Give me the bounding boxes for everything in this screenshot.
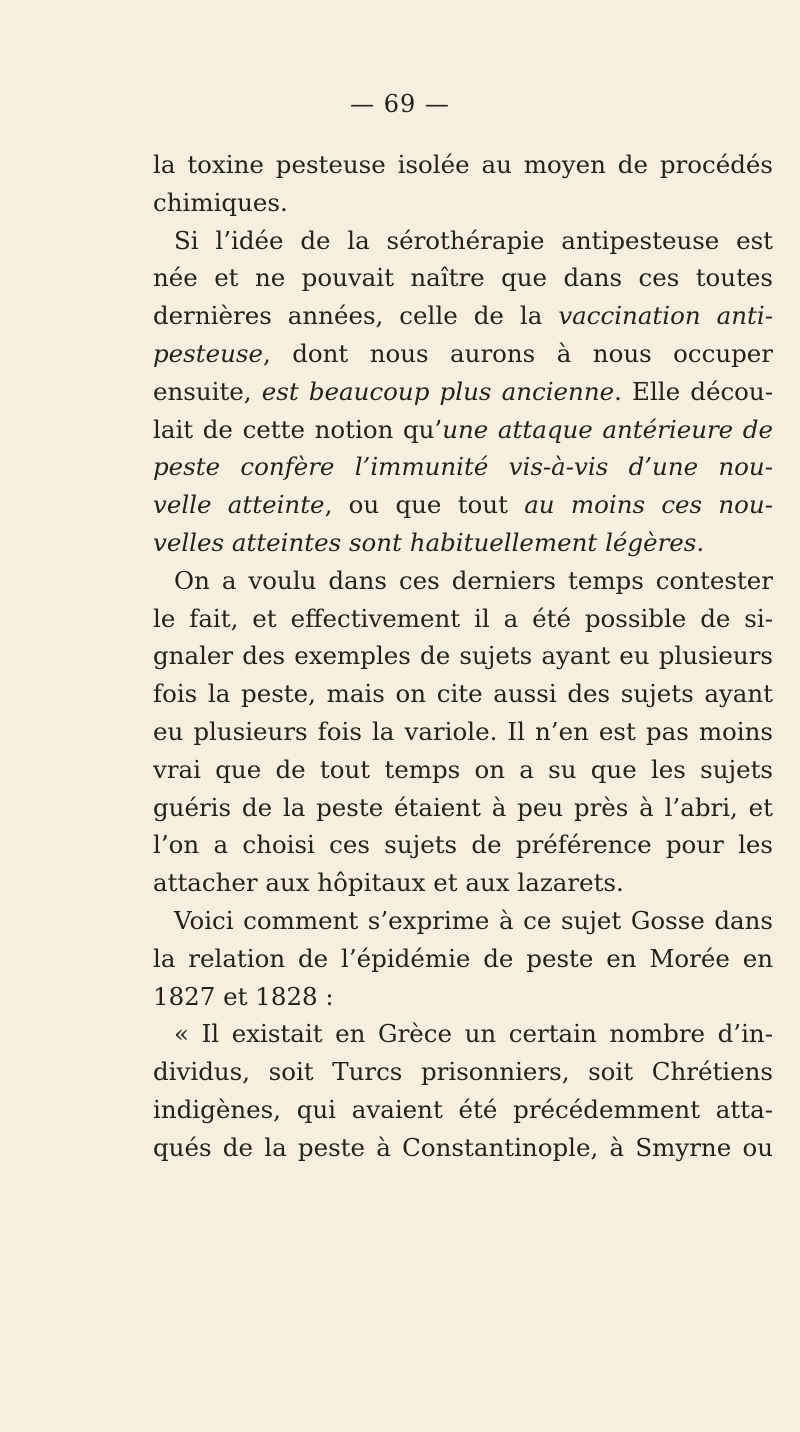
text-run: vrai que de tout temps on a su que les sujets	[153, 754, 773, 784]
italic-run: est beaucoup plus ancienne	[261, 376, 615, 406]
body-text	[153, 146, 773, 1167]
italic-run: une attaque antérieure de	[442, 414, 773, 444]
text-line	[153, 751, 773, 789]
text-line	[153, 184, 773, 222]
text-run: , ou que tout	[324, 490, 525, 520]
text-run: Si l’idée de la sérothérapie antipesteuse est	[174, 225, 773, 255]
text-run: dividus, soit Turcs prisonniers, soit Chrétiens	[153, 1057, 773, 1087]
quotation-start-line	[153, 1015, 773, 1053]
text-line	[153, 600, 773, 638]
text-run: qués de la peste à Constantinople, à Smyrne ou	[153, 1132, 773, 1162]
text-line	[153, 297, 773, 335]
text-run: ensuite,	[153, 376, 262, 406]
text-line	[153, 146, 773, 184]
text-run: la relation de l’épidémie de peste en Morée en	[153, 943, 773, 973]
text-line	[153, 826, 773, 864]
text-run: attacher aux hôpitaux et aux lazarets.	[153, 868, 624, 898]
text-run: eu plusieurs fois la variole. Il n’en est pas moins	[153, 716, 773, 746]
text-run: Voici comment s’exprime à ce sujet Gosse dans	[174, 905, 773, 935]
text-line	[153, 259, 773, 297]
text-line	[153, 335, 773, 373]
text-line	[153, 524, 773, 562]
text-line	[153, 637, 773, 675]
italic-run: pesteuse	[153, 338, 263, 368]
text-run: .	[696, 527, 705, 557]
page-number: — 69 —	[350, 90, 450, 118]
text-run: chimiques.	[153, 187, 288, 217]
paragraph-start-line	[153, 902, 773, 940]
text-run: guéris de la peste étaient à peu près à l’abri, et	[153, 792, 773, 822]
text-run: lait de cette notion qu’	[153, 414, 443, 444]
text-run: indigènes, qui avaient été précédemment atta-	[153, 1094, 773, 1124]
text-run: On a voulu dans ces derniers temps contester	[174, 565, 773, 595]
italic-run: vaccination anti-	[558, 301, 773, 331]
text-line	[153, 713, 773, 751]
text-line	[153, 373, 773, 411]
italic-run: velles atteintes sont habituellement légères	[153, 527, 697, 557]
text-run: « Il existait en Grèce un certain nombre d’in-	[174, 1019, 773, 1049]
text-run: 1827 et 1828 :	[153, 981, 334, 1011]
text-line	[153, 411, 773, 449]
italic-run: velle atteinte	[153, 490, 325, 520]
text-run: . Elle décou-	[614, 376, 773, 406]
text-line	[153, 1129, 773, 1167]
text-run: dernières années, celle de la	[153, 301, 559, 331]
text-line	[153, 978, 773, 1016]
text-run: le fait, et effectivement il a été possible de si-	[153, 603, 773, 633]
text-run: , dont nous aurons à nous occuper	[262, 338, 773, 368]
text-run: gnaler des exemples de sujets ayant eu plusieurs	[153, 641, 773, 671]
text-run: née et ne pouvait naître que dans ces toutes	[153, 263, 773, 293]
text-line	[153, 486, 773, 524]
paragraph-start-line	[153, 562, 773, 600]
text-run: l’on a choisi ces sujets de préférence pour les	[153, 830, 773, 860]
paragraph-start-line	[153, 222, 773, 260]
italic-run: peste confère l’immunité vis-à-vis d’une nou-	[153, 452, 773, 482]
text-run: la toxine pesteuse isolée au moyen de procédés	[153, 150, 773, 179]
text-line	[153, 864, 773, 902]
text-line	[153, 448, 773, 486]
text-line	[153, 789, 773, 827]
text-line	[153, 675, 773, 713]
text-line	[153, 1091, 773, 1129]
text-line	[153, 1053, 773, 1091]
text-line	[153, 940, 773, 978]
text-run: fois la peste, mais on cite aussi des sujets ayant	[153, 679, 773, 709]
italic-run: au moins ces nou-	[524, 490, 773, 520]
